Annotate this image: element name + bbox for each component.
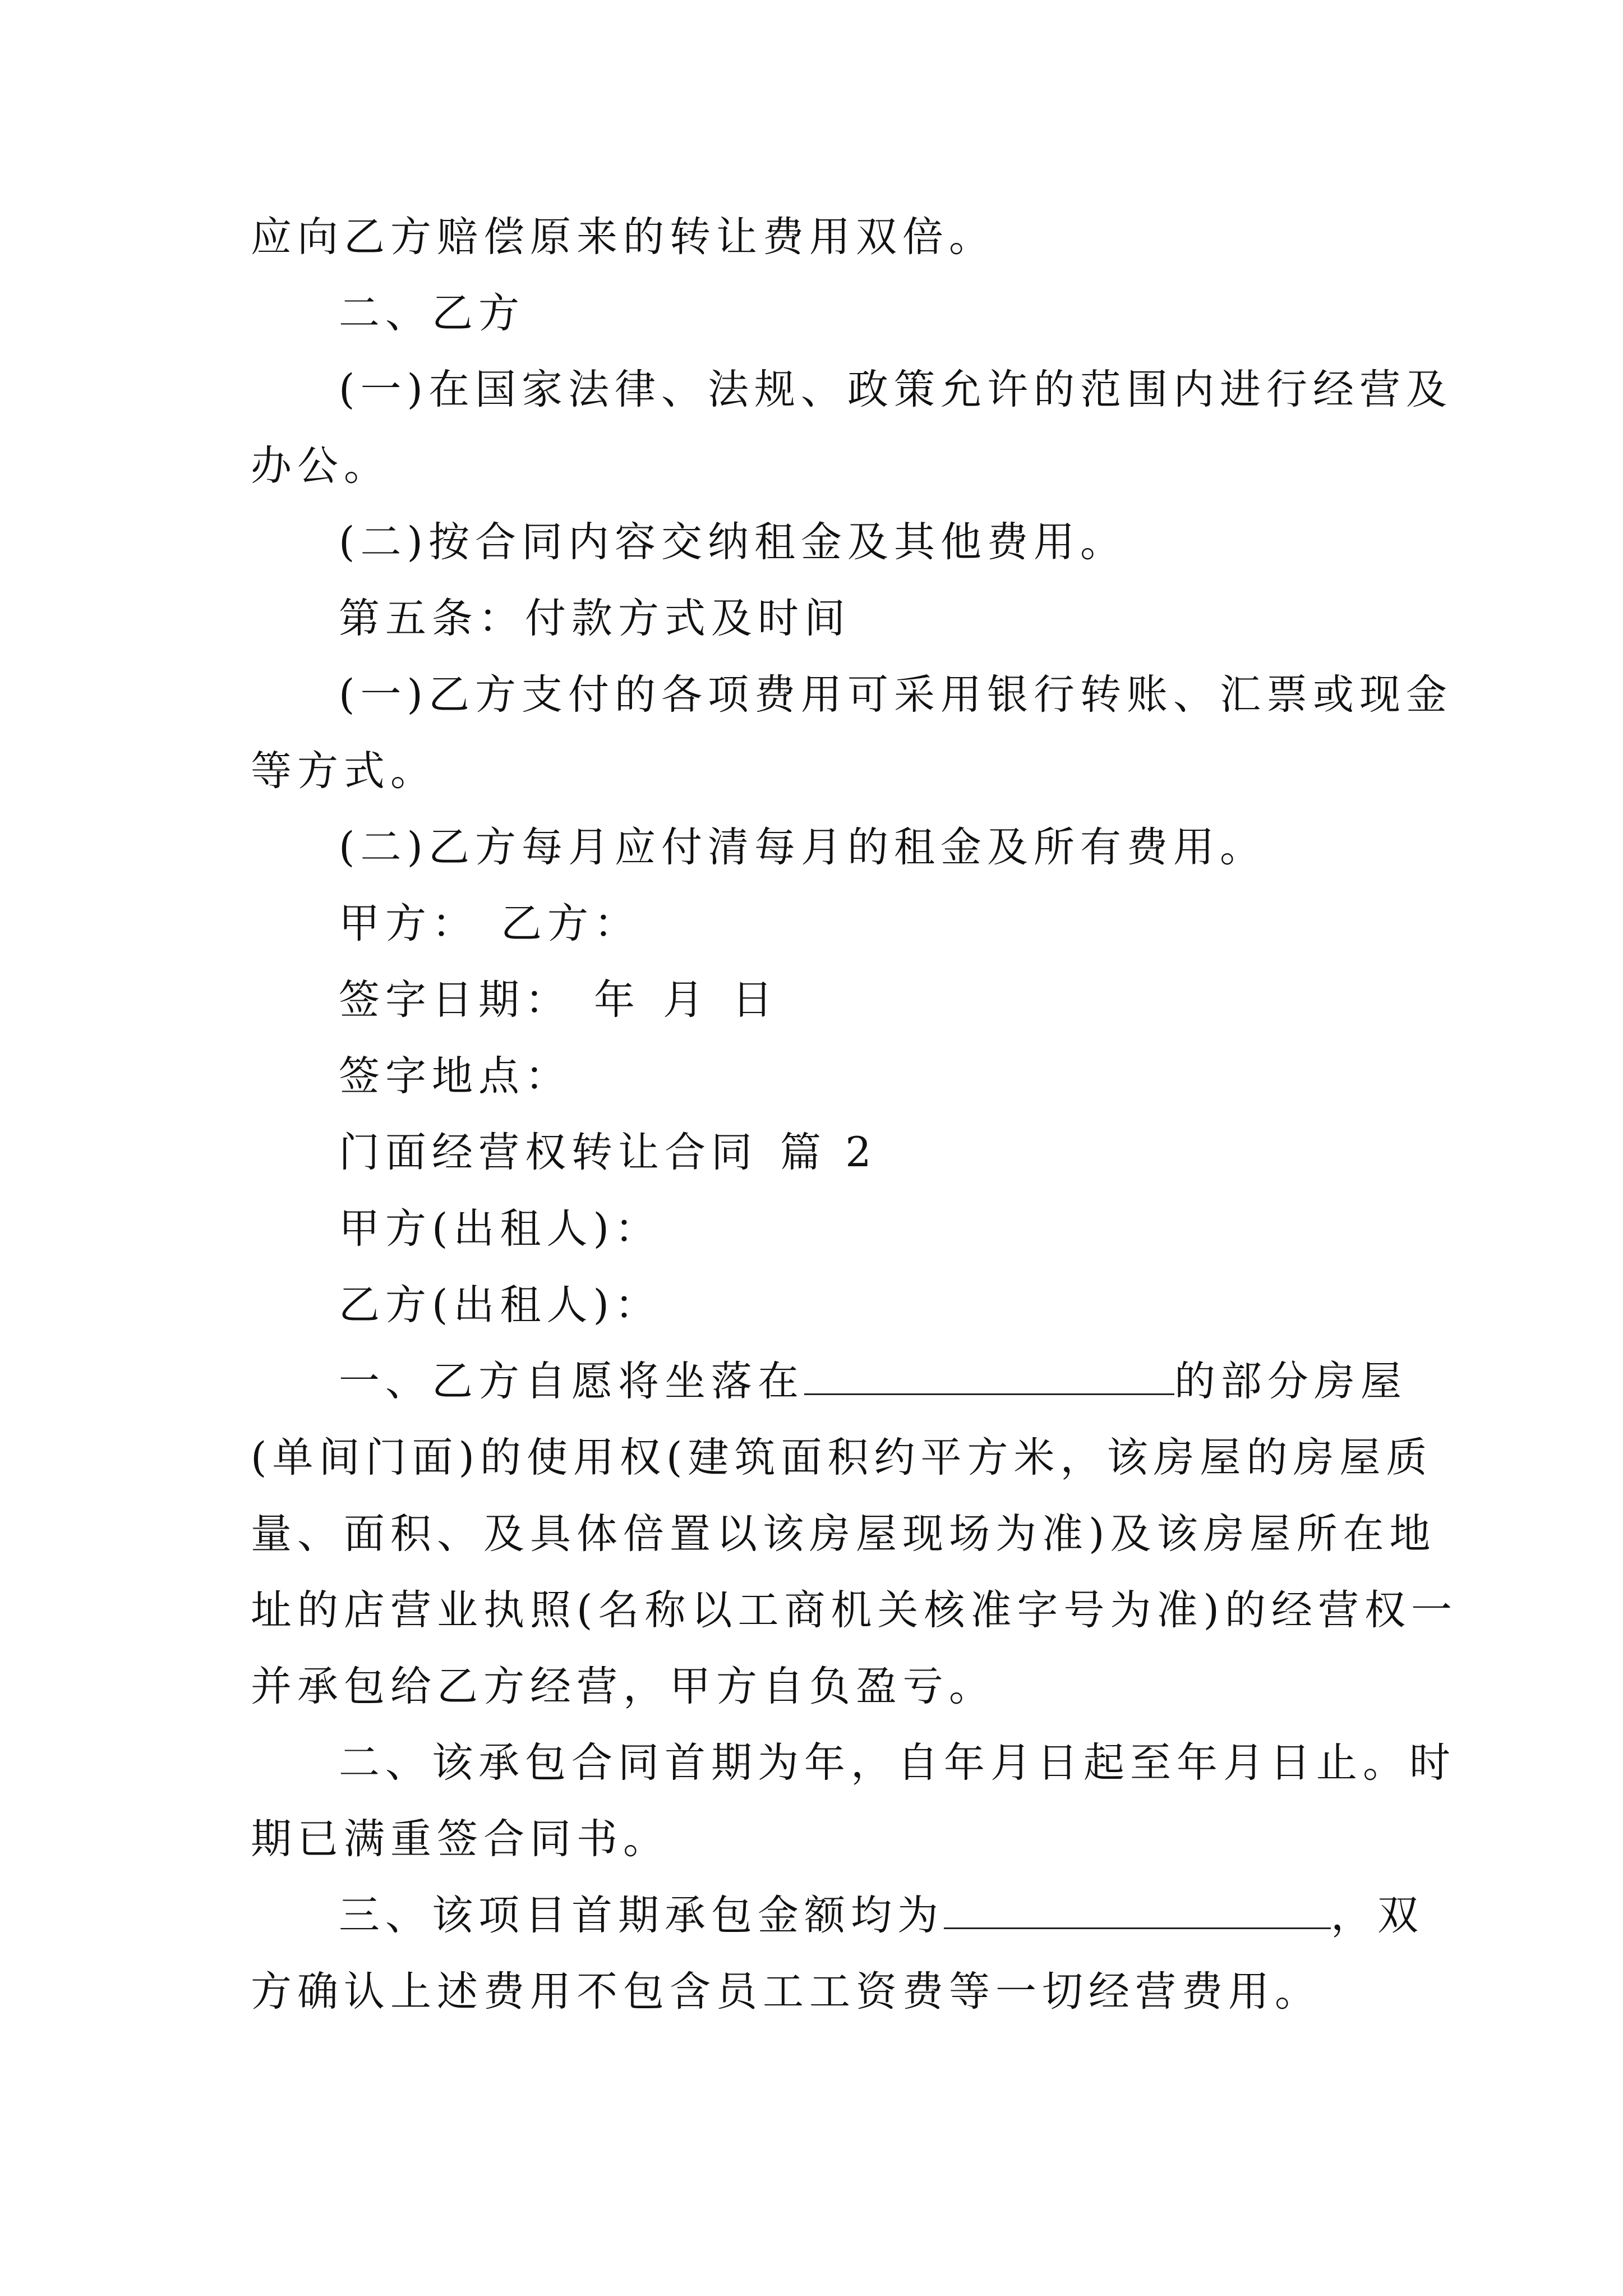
clause-3-first-line xyxy=(251,1878,1424,1954)
section-number: 篇 2 xyxy=(780,1129,877,1176)
section-title xyxy=(251,1115,1386,1191)
text-line: (一)在国家法律、法规、政策允许的范围内进行经营及 xyxy=(339,366,1453,413)
clause-1-first-line xyxy=(251,1343,1407,1420)
signature-place: 签字地点： xyxy=(339,1052,571,1100)
party-b-line: 乙方(出租人)： xyxy=(339,1281,661,1329)
signature-date xyxy=(251,962,1386,1038)
text-line: 等方式。 xyxy=(251,747,437,795)
text-line: 方确认上述费用不包含员工工资费等一切经营费用。 xyxy=(251,1968,1321,2016)
date-month: 月 xyxy=(663,976,709,1024)
text-line: (一)乙方支付的各项费用可采用银行转账、汇票或现金 xyxy=(339,671,1453,719)
party-a-line: 甲方(出租人)： xyxy=(339,1205,661,1253)
party-a-label: 甲方： xyxy=(339,900,478,947)
text-line: 址的店营业执照(名称以工商机关核准字号为准)的经营权一 xyxy=(251,1586,1458,1634)
text-line: 二、该承包合同首期为年，自年月日起至年月日止。时 xyxy=(339,1739,1456,1787)
amount-blank[interactable] xyxy=(944,1896,1331,1929)
text-line: (二)乙方每月应付清每月的租金及所有费用。 xyxy=(339,823,1266,871)
text-line: 期已满重签合同书。 xyxy=(251,1815,670,1863)
date-day: 日 xyxy=(732,976,778,1024)
document-page xyxy=(251,199,1458,2030)
article-heading: 第五条：付款方式及时间 xyxy=(339,595,851,642)
text-line: 应向乙方赔偿原来的转让费用双倍。 xyxy=(251,213,995,261)
clause-3-start: 三、该项目首期承包金额均为 xyxy=(339,1892,944,1939)
section-heading: 二、乙方 xyxy=(339,289,525,337)
text-line: 量、面积、及具体倍置以该房屋现场为准)及该房屋所在地 xyxy=(251,1510,1436,1558)
date-label: 签字日期： xyxy=(339,976,571,1024)
text-line: (单间门面)的使用权(建筑面积约平方米，该房屋的房屋质 xyxy=(251,1434,1433,1481)
text-line: 办公。 xyxy=(251,442,390,490)
clause-3-after-blank: ，双 xyxy=(1331,1892,1424,1939)
party-b-label: 乙方： xyxy=(501,900,640,947)
contract-title: 门面经营权转让合同 xyxy=(339,1129,758,1176)
date-year: 年 xyxy=(594,976,640,1024)
signature-parties xyxy=(251,886,1386,962)
clause-1-start: 一、乙方自愿将坐落在 xyxy=(339,1358,804,1405)
location-blank[interactable] xyxy=(804,1362,1174,1395)
text-line: 并承包给乙方经营，甲方自负盈亏。 xyxy=(251,1663,995,1710)
clause-1-after-blank: 的部分房屋 xyxy=(1174,1358,1407,1405)
text-line: (二)按合同内容交纳租金及其他费用。 xyxy=(339,518,1127,566)
